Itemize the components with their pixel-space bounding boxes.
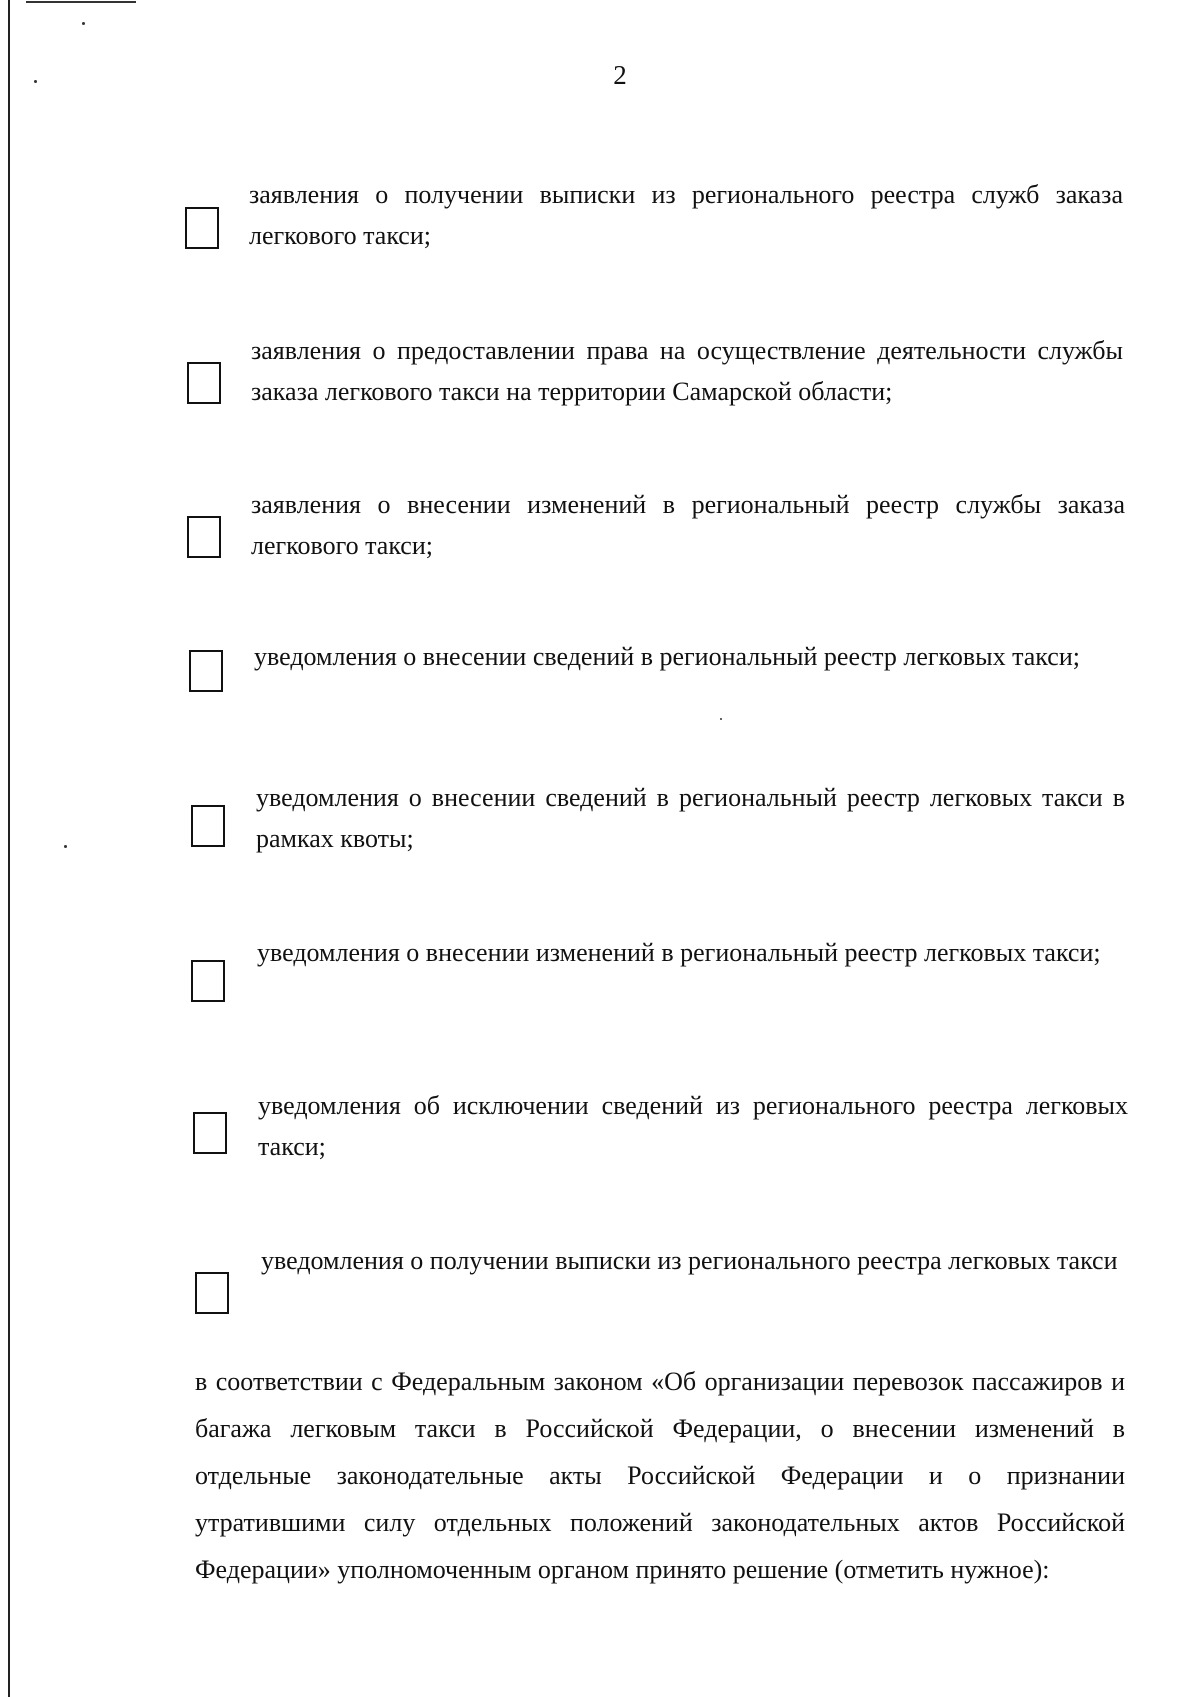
option-label: уведомления о внесении изменений в региональный реестр легковых такси; xyxy=(257,938,1101,967)
option-checkbox[interactable] xyxy=(185,207,219,249)
option-checkbox[interactable] xyxy=(189,650,223,692)
option-checkbox[interactable] xyxy=(191,960,225,1002)
scan-edge-line xyxy=(8,0,10,1697)
option-label: заявления о получении выписки из регионального реестра служб заказа легкового такси; xyxy=(249,180,1123,250)
page-number: 2 xyxy=(613,60,627,90)
option-checkbox[interactable] xyxy=(187,516,221,558)
scan-top-line xyxy=(26,1,136,3)
option-label: уведомления об исключении сведений из регионального реестра легковых такси; xyxy=(258,1091,1128,1161)
option-checkbox[interactable] xyxy=(191,805,225,847)
option-label: заявления о предоставлении права на осуществление деятельности службы заказа легкового такси на территории Самарской области; xyxy=(251,336,1123,406)
option-label: заявления о внесении изменений в региональный реестр службы заказа легкового такси; xyxy=(251,490,1125,560)
option-checkbox[interactable] xyxy=(193,1112,227,1154)
option-label: уведомления о получении выписки из регионального реестра легковых такси xyxy=(261,1246,1118,1275)
scan-speck xyxy=(64,845,67,848)
option-label: уведомления о внесении сведений в региональный реестр легковых такси в рамках квоты; xyxy=(256,783,1125,853)
option-checkbox[interactable] xyxy=(187,362,221,404)
option-label: уведомления о внесении сведений в региональный реестр легковых такси; xyxy=(254,642,1080,671)
option-checkbox[interactable] xyxy=(195,1272,229,1314)
scan-speck xyxy=(720,718,722,720)
decision-paragraph: в соответствии с Федеральным законом «Об организации перевозок пассажиров и багажа легковым такси в Российской Федерации, о внесении изменений в отдельные законодательные акты Российской Федерации и о признании утратившими силу отдельных положений законодательных актов Российской Федерации» уполномоченным органом принято решение (отметить нужное): xyxy=(195,1367,1125,1584)
scan-speck xyxy=(82,22,85,25)
